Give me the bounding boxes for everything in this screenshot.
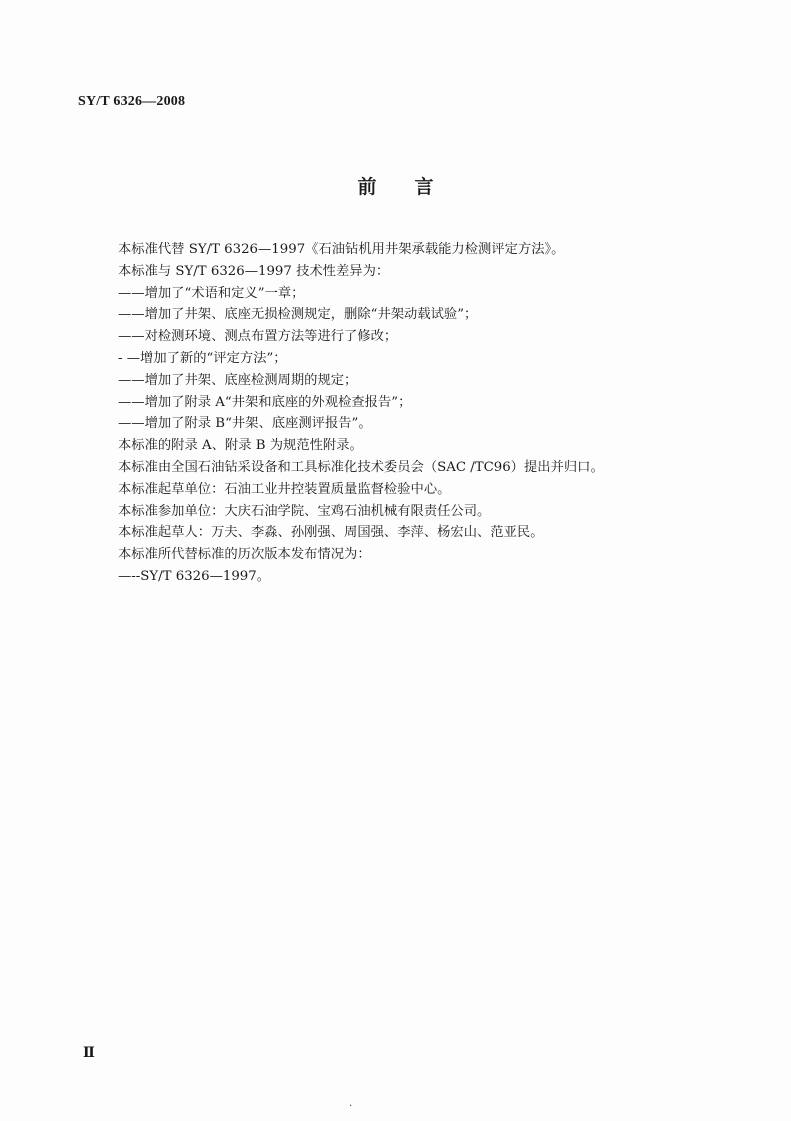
page-title: 前言 xyxy=(357,176,472,198)
page-number: Ⅱ xyxy=(83,1046,95,1061)
paragraph-line: 本标准的附录 A、附录 B 为规范性附录。 xyxy=(118,438,363,454)
list-item: ——增加了井架、底座无损检测规定，删除“井架动载试验”； xyxy=(118,307,478,323)
paragraph-line: 本标准起草人：万夫、李淼、孙刚强、周国强、李萍、杨宏山、范亚民。 xyxy=(118,525,544,541)
list-item: ——增加了附录 B“井架、底座测评报告”。 xyxy=(118,416,372,432)
list-item: —--SY/T 6326—1997。 xyxy=(118,568,271,584)
scan-mark: . xyxy=(349,1098,353,1109)
paragraph-line: 本标准所代替标准的历次版本发布情况为： xyxy=(118,547,371,563)
paragraph-line: 本标准起草单位：石油工业井控装置质量监督检验中心。 xyxy=(118,481,451,497)
paragraph-line: 本标准与 SY/T 6326—1997 技术性差异为： xyxy=(118,263,390,279)
foreword-body xyxy=(118,239,718,588)
list-item: ——增加了“术语和定义”一章； xyxy=(118,285,305,301)
list-item: ——增加了附录 A“井架和底座的外观检查报告”； xyxy=(118,394,412,410)
paragraph-line: 本标准参加单位：大庆石油学院、宝鸡石油机械有限责任公司。 xyxy=(118,503,491,519)
standard-code-header: SY/T 6326—2008 xyxy=(78,94,186,109)
list-item: ——增加了井架、底座检测周期的规定； xyxy=(118,372,358,388)
list-item: ——对检测环境、测点布置方法等进行了修改； xyxy=(118,329,398,345)
paragraph-line: 本标准代替 SY/T 6326—1997《石油钻机用井架承载能力检测评定方法》。 xyxy=(118,242,565,257)
paragraph-line: 本标准由全国石油钻采设备和工具标准化技术委员会（SAC /TC96）提出并归口。 xyxy=(118,459,604,475)
list-item: - —增加了新的“评定方法”； xyxy=(118,350,287,366)
